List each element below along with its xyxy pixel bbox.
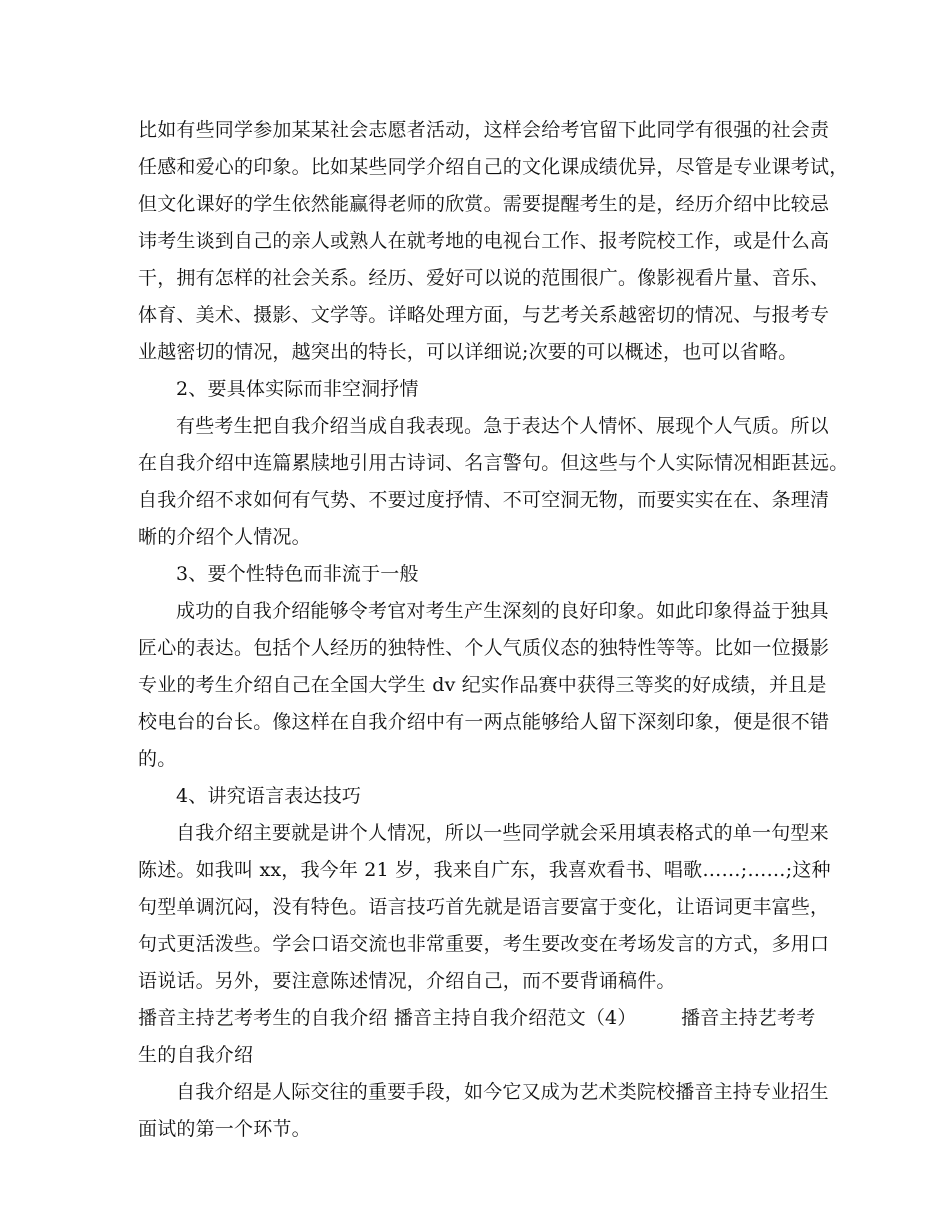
paragraph-line: 校电台的台长。像这样在自我介绍中有一两点能够给人留下深刻印象，便是很不错 bbox=[138, 711, 830, 733]
paragraph-line: 句式更活泼些。学会口语交流也非常重要，考生要改变在考场发言的方式，多用口 bbox=[138, 933, 830, 955]
paragraph-line: 干，拥有怎样的社会关系。经历、爱好可以说的范围很广。像影视看片量、音乐、 bbox=[138, 267, 830, 289]
paragraph-line: 讳考生谈到自己的亲人或熟人在就考地的电视台工作、报考院校工作，或是什么高 bbox=[138, 230, 830, 252]
paragraph-line: 任感和爱心的印象。比如某些同学介绍自己的文化课成绩优异，尽管是专业课考试， bbox=[138, 156, 849, 178]
article-title: 播音主持艺考考生的自我介绍 播音主持自我介绍范文（4） bbox=[138, 1007, 637, 1029]
paragraph-line: 在自我介绍中连篇累牍地引用古诗词、名言警句。但这些与个人实际情况相距甚远。 bbox=[138, 452, 849, 474]
paragraph-line: 晰的介绍个人情况。 bbox=[138, 526, 311, 548]
paragraph-line: 专业的考生介绍自己在全国大学生 dv 纪实作品赛中获得三等奖的好成绩，并且是 bbox=[138, 674, 827, 696]
paragraph-line: 自我介绍是人际交往的重要手段，如今它又成为艺术类院校播音主持专业招生 bbox=[176, 1081, 829, 1103]
section-heading-3: 3、要个性特色而非流于一般 bbox=[176, 563, 419, 585]
article-title-continued: 播音主持艺考考 bbox=[681, 1007, 816, 1029]
paragraph-line: 自我介绍不求如何有气势、不要过度抒情、不可空洞无物，而要实实在在、条理清 bbox=[138, 489, 830, 511]
paragraph-line: 但文化课好的学生依然能赢得老师的欣赏。需要提醒考生的是，经历介绍中比较忌 bbox=[138, 193, 830, 215]
paragraph-line: 语说话。另外，要注意陈述情况，介绍自己，而不要背诵稿件。 bbox=[138, 970, 676, 992]
paragraph-line: 自我介绍主要就是讲个人情况，所以一些同学就会采用填表格式的单一句型来 bbox=[176, 822, 829, 844]
paragraph-line: 面试的第一个环节。 bbox=[138, 1118, 311, 1140]
paragraph-line: 句型单调沉闷，没有特色。语言技巧首先就是语言要富于变化，让语词更丰富些， bbox=[138, 896, 830, 918]
paragraph-line: 有些考生把自我介绍当成自我表现。急于表达个人情怀、展现个人气质。所以 bbox=[176, 415, 829, 437]
paragraph-line: 成功的自我介绍能够令考官对考生产生深刻的良好印象。如此印象得益于独具 bbox=[176, 600, 829, 622]
paragraph-line: 陈述。如我叫 xx，我今年 21 岁，我来自广东，我喜欢看书、唱歌……;……;这种 bbox=[138, 859, 831, 881]
paragraph-line: 业越密切的情况，越突出的特长，可以详细说;次要的可以概述，也可以省略。 bbox=[138, 341, 798, 363]
article-title-continued: 生的自我介绍 bbox=[138, 1044, 254, 1066]
paragraph-line: 体育、美术、摄影、文学等。详略处理方面，与艺考关系越密切的情况、与报考专 bbox=[138, 304, 830, 326]
section-heading-4: 4、讲究语言表达技巧 bbox=[176, 785, 362, 807]
paragraph-line: 的。 bbox=[138, 748, 177, 770]
paragraph-line: 比如有些同学参加某某社会志愿者活动，这样会给考官留下此同学有很强的社会责 bbox=[138, 119, 830, 141]
paragraph-line: 匠心的表达。包括个人经历的独特性、个人气质仪态的独特性等等。比如一位摄影 bbox=[138, 637, 830, 659]
section-heading-2: 2、要具体实际而非空洞抒情 bbox=[176, 378, 419, 400]
